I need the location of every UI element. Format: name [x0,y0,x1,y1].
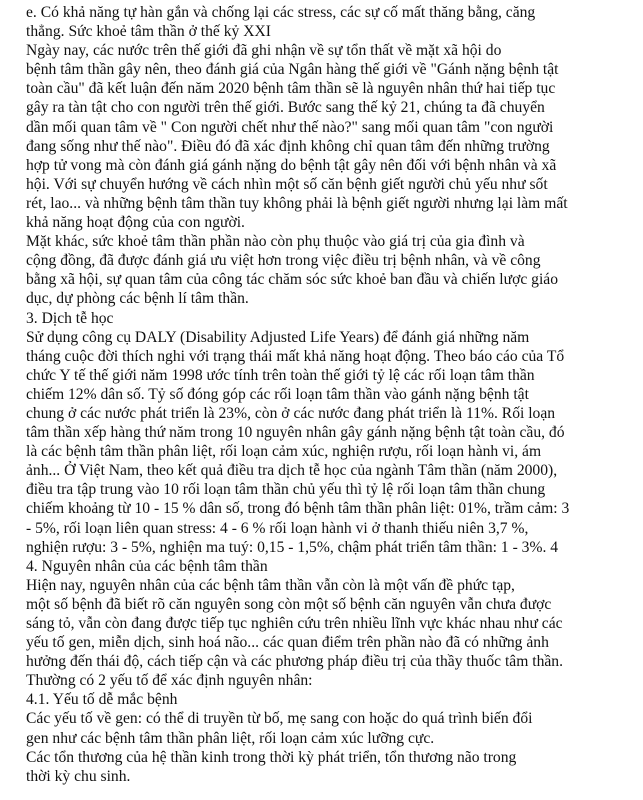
paragraph [26,709,631,747]
text-line: thời kỳ chu sinh. [26,767,131,785]
section-heading [26,309,631,328]
text-line: chiếm khoảng từ 10 - 15 % dân số, trong đó bệnh tâm thần phân liệt: 01%, trầm cảm: 3 [26,500,570,518]
section-heading [26,690,631,709]
text-line: hội. Với sự chuyển hướng về cách nhìn một số căn bệnh giết người chủ yếu như sốt [26,175,548,193]
text-line: đang sống như thế nào". Điều đó đã xác định không chỉ quan tâm đến những trường [26,137,550,155]
text-line: chiếm 12% dân số. Tỷ số đóng góp các rối loạn tâm thần vào gánh nặng bệnh tật [26,385,529,403]
text-line: toàn cầu" đã kết luận đến năm 2020 bệnh tâm thần sẽ là nguyên nhân thứ hai tiếp tục [26,80,556,98]
text-line: Thường có 2 yếu tố để xác định nguyên nhân: [26,672,313,690]
text-line: dục, dự phòng các bệnh lí tâm thần. [26,290,249,308]
paragraph [26,748,631,786]
text-line: Các yếu tố về gen: có thể di truyền từ bố, mẹ sang con hoặc do quá trình biến đổi [26,710,533,728]
text-line: chức Y tế thế giới năm 1998 ước tính trên toàn thế giới tỷ lệ các rối loạn tâm thần [26,366,535,384]
text-line: thẳng. Sức khoẻ tâm thần ở thế kỷ XXI [26,23,271,41]
text-line: dần mối quan tâm về " Con người chết như thế nào?" sang mối quan tâm "con người [26,118,554,136]
text-line: điều tra tập trung vào 10 rối loạn tâm thần chủ yếu thì tỷ lệ rối loạn tâm thần chung [26,481,546,499]
text-line: tâm thần xếp hàng thứ năm trong 10 nguyên nhân gây gánh nặng bệnh tật toàn cầu, đó [26,424,565,442]
text-line: cộng đồng, đã được đánh giá ưu việt hơn trong việc điều trị bệnh nhân, và về công [26,252,541,270]
paragraph [26,3,631,41]
text-line: hợp tử vong mà còn đánh giá gánh nặng do bệnh tật gây nên đối với bệnh nhân và xã [26,156,557,174]
heading-text: 3. Dịch tễ học [26,309,114,327]
paragraph [26,576,631,691]
text-line: là các bệnh tâm thần phân liệt, rối loạn cảm xúc, nghiện rượu, rối loạn hành vi, ám [26,443,542,461]
paragraph [26,328,631,557]
text-line: khả năng hoạt động của con người. [26,214,245,232]
text-line: bệnh tâm thần gây nên, theo đánh giá của Ngân hàng thế giới về "Gánh nặng bệnh tật [26,61,559,79]
text-line: - 5%, rối loạn liên quan stress: 4 - 6 % rối loạn hành vi ở thanh thiếu niên 3,7 %, [26,519,529,537]
text-line: Sử dụng công cụ DALY (Disability Adjusted Life Years) để đánh giá những năm [26,328,530,346]
text-line: ảnh... Ở Việt Nam, theo kết quả điều tra dịch tễ học của ngành Tâm thần (năm 2000), [26,462,558,480]
text-line: Mặt khác, sức khoẻ tâm thần phần nào còn phụ thuộc vào giá trị của gia đình và [26,233,525,251]
text-line: Các tổn thương của hệ thần kinh trong thời kỳ phát triển, tổn thương não trong [26,748,517,766]
text-line: sáng tỏ, vẫn còn đang được tiếp tục nghiên cứu trên nhiều lĩnh vực khác nhau như các [26,615,563,632]
text-line: Hiện nay, nguyên nhân của các bệnh tâm thần vẫn còn là một vấn đề phức tạp, [26,576,515,594]
text-line: tháng cuộc đời thích nghi với trạng thái mất khả năng hoạt động. Theo báo cáo của Tổ [26,347,565,365]
paragraph [26,232,631,308]
text-line: yếu tố gen, miễn dịch, sinh hoá não... các quan điểm trên phần nào đã có những ảnh [26,634,549,652]
paragraph [26,41,631,232]
text-line: một số bệnh đã biết rõ căn nguyên song còn một số bệnh căn nguyên vẫn chưa được [26,595,552,613]
text-line: rét, lao... và những bệnh tâm thần tuy không phải là bệnh giết người nhưng lại làm mất [26,194,568,212]
text-line: gây ra tàn tật cho con người trên thế giới. Bước sang thế kỷ 21, chúng ta đã chuyển [26,99,545,117]
text-line: e. Có khả năng tự hàn gắn và chống lại các stress, các sự cố mất thăng bằng, căng [26,4,536,21]
text-line: chung ở các nước phát triển là 23%, còn ở các nước đang phát triển là 11%. Rối loạn [26,404,556,422]
text-line: Ngày nay, các nước trên thế giới đã ghi nhận về sự tổn thất về mặt xã hội do [26,42,502,60]
text-line: gen như các bệnh tâm thần phân liệt, rối loạn cảm xúc lưỡng cực. [26,729,435,747]
heading-text: 4.1. Yếu tố dễ mắc bệnh [26,691,178,709]
text-line: nghiện rượu: 3 - 5%, nghiện ma tuý: 0,15 - 1,5%, chậm phát triển tâm thần: 1 - 3%. 4 [26,538,559,556]
text-line: bằng xã hội, sự quan tâm của công tác chăm sóc sức khoẻ ban đầu và chiến lược giáo [26,271,558,289]
text-line: hưởng đến thái độ, cách tiếp cận và các phương pháp điều trị của thầy thuốc tâm thần. [26,653,563,671]
section-heading [26,557,631,576]
heading-text: 4. Nguyên nhân của các bệnh tâm thần [26,557,268,575]
